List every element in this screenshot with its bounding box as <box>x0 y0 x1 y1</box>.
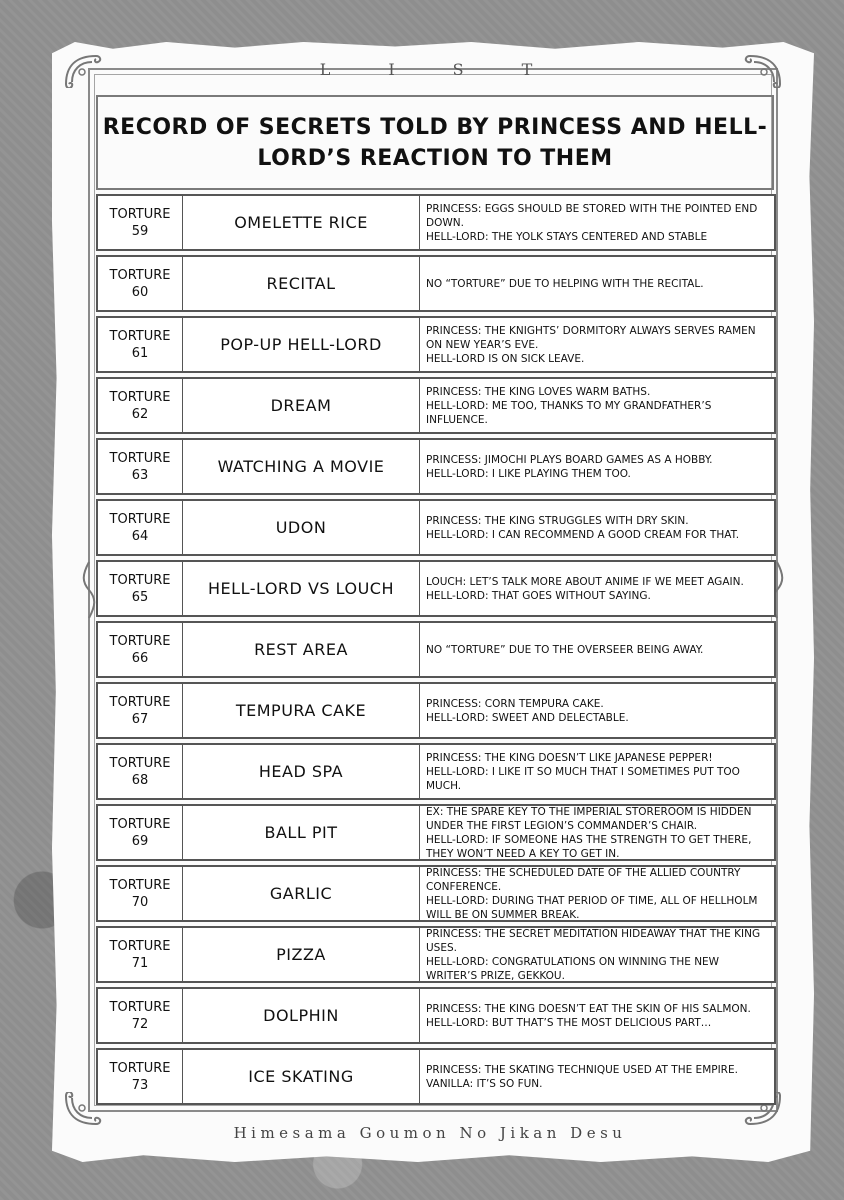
secret-note: PRINCESS: THE KNIGHTS’ DORMITORY ALWAYS SERVES RAMEN ON NEW YEAR’S EVE. HELL-LORD IS ON SICK LEAVE. <box>426 324 756 365</box>
chapter-title: OMELETTE RICE <box>183 196 420 249</box>
table-row <box>96 682 776 739</box>
secret-note: PRINCESS: THE SCHEDULED DATE OF THE ALLIED COUNTRY CONFERENCE. HELL-LORD: DURING THAT PERIOD OF TIME, ALL OF HELLHOLM WILL BE ON SUMMER BREAK. <box>426 866 758 921</box>
page-title-box <box>96 95 774 190</box>
table-row <box>96 194 776 251</box>
episode-cell <box>98 806 183 859</box>
episode-cell <box>98 1050 183 1103</box>
secret-note-cell <box>420 501 774 554</box>
chapter-title: DREAM <box>183 379 420 432</box>
page-title: RECORD OF SECRETS TOLD BY PRINCESS AND HELL-LORD’S REACTION TO THEM <box>102 114 768 171</box>
table-row <box>96 499 776 556</box>
secret-note: PRINCESS: THE SKATING TECHNIQUE USED AT THE EMPIRE. VANILLA: IT’S SO FUN. <box>426 1063 738 1090</box>
episode-cell <box>98 684 183 737</box>
chapter-title: POP-UP HELL-LORD <box>183 318 420 371</box>
chapter-title: ICE SKATING <box>183 1050 420 1103</box>
table-row <box>96 743 776 800</box>
episode-number: 69 <box>131 833 149 849</box>
secret-note: PRINCESS: CORN TEMPURA CAKE. HELL-LORD: SWEET AND DELECTABLE. <box>426 697 629 724</box>
table-row <box>96 865 776 922</box>
chapter-title: HELL-LORD VS LOUCH <box>183 562 420 615</box>
secret-note: PRINCESS: THE SECRET MEDITATION HIDEAWAY THAT THE KING USES. HELL-LORD: CONGRATULATIONS ON WINNING THE NEW WRITER’S PRIZE, GEKKOU. <box>426 927 761 982</box>
secret-note-cell <box>420 684 774 737</box>
episode-cell <box>98 318 183 371</box>
episode-cell <box>98 257 183 310</box>
chapter-title: DOLPHIN <box>183 989 420 1042</box>
secret-note-cell <box>420 623 774 676</box>
episode-label: TORTURE <box>109 267 171 283</box>
episode-number: 71 <box>131 955 149 971</box>
chapter-title: HEAD SPA <box>183 745 420 798</box>
episode-cell <box>98 501 183 554</box>
episode-number: 64 <box>131 528 149 544</box>
chapter-title: WATCHING A MOVIE <box>183 440 420 493</box>
table-row <box>96 621 776 678</box>
series-title: Himesama Goumon No Jikan Desu <box>233 1124 627 1142</box>
table-row <box>96 804 776 861</box>
episode-label: TORTURE <box>109 511 171 527</box>
table-row <box>96 377 776 434</box>
episode-label: TORTURE <box>109 694 171 710</box>
episode-number: 70 <box>131 894 149 910</box>
episode-label: TORTURE <box>109 572 171 588</box>
secret-note-cell <box>420 318 774 371</box>
chapter-title: UDON <box>183 501 420 554</box>
table-row <box>96 1048 776 1105</box>
episode-number: 73 <box>131 1077 149 1093</box>
episode-label: TORTURE <box>109 755 171 771</box>
episode-label: TORTURE <box>109 450 171 466</box>
episode-number: 60 <box>131 284 149 300</box>
secret-note-cell <box>420 562 774 615</box>
table-row <box>96 255 776 312</box>
episode-cell <box>98 562 183 615</box>
chapter-title: BALL PIT <box>183 806 420 859</box>
chapter-title: RECITAL <box>183 257 420 310</box>
secret-note-cell <box>420 928 774 981</box>
episode-cell <box>98 928 183 981</box>
secret-note-cell <box>420 196 774 249</box>
episode-label: TORTURE <box>109 1060 171 1076</box>
episode-label: TORTURE <box>109 938 171 954</box>
secret-note: PRINCESS: JIMOCHI PLAYS BOARD GAMES AS A HOBBY. HELL-LORD: I LIKE PLAYING THEM TOO. <box>426 453 713 480</box>
episode-cell <box>98 745 183 798</box>
chapter-title: TEMPURA CAKE <box>183 684 420 737</box>
secret-note-cell <box>420 806 774 859</box>
secret-note: NO “TORTURE” DUE TO THE OVERSEER BEING AWAY. <box>426 643 704 656</box>
secret-note: PRINCESS: THE KING DOESN’T EAT THE SKIN OF HIS SALMON. HELL-LORD: BUT THAT’S THE MOST DELICIOUS PART… <box>426 1002 751 1029</box>
episode-label: TORTURE <box>109 389 171 405</box>
episode-label: TORTURE <box>109 633 171 649</box>
chapter-title: GARLIC <box>183 867 420 920</box>
table-row <box>96 316 776 373</box>
episode-cell <box>98 379 183 432</box>
episode-label: TORTURE <box>109 999 171 1015</box>
table-row <box>96 438 776 495</box>
secret-note: PRINCESS: THE KING LOVES WARM BATHS. HELL-LORD: ME TOO, THANKS TO MY GRANDFATHER’S INFLUENCE. <box>426 385 712 426</box>
episode-number: 66 <box>131 650 149 666</box>
secret-note: NO “TORTURE” DUE TO HELPING WITH THE RECITAL. <box>426 277 704 290</box>
episode-cell <box>98 989 183 1042</box>
episode-number: 67 <box>131 711 149 727</box>
secret-note: PRINCESS: EGGS SHOULD BE STORED WITH THE POINTED END DOWN. HELL-LORD: THE YOLK STAYS CENTERED AND STABLE <box>426 202 758 243</box>
episode-cell <box>98 867 183 920</box>
table-row <box>96 987 776 1044</box>
secret-note-cell <box>420 745 774 798</box>
episode-label: TORTURE <box>109 328 171 344</box>
secret-note-cell <box>420 867 774 920</box>
episode-number: 61 <box>131 345 149 361</box>
episode-number: 59 <box>131 223 149 239</box>
chapter-title: PIZZA <box>183 928 420 981</box>
episode-number: 65 <box>131 589 149 605</box>
secret-note: PRINCESS: THE KING STRUGGLES WITH DRY SKIN. HELL-LORD: I CAN RECOMMEND A GOOD CREAM FOR THAT. <box>426 514 740 541</box>
episode-label: TORTURE <box>109 877 171 893</box>
records-table <box>96 194 776 1109</box>
episode-label: TORTURE <box>109 206 171 222</box>
episode-cell <box>98 196 183 249</box>
secret-note: EX: THE SPARE KEY TO THE IMPERIAL STOREROOM IS HIDDEN UNDER THE FIRST LEGION’S COMMANDER’S CHAIR. HELL-LORD: IF SOMEONE HAS THE STRENGTH TO GET THERE, THEY WON’T NEED A KEY TO GET IN. <box>426 805 752 860</box>
episode-number: 63 <box>131 467 149 483</box>
secret-note-cell <box>420 379 774 432</box>
table-row <box>96 926 776 983</box>
secret-note-cell <box>420 1050 774 1103</box>
episode-label: TORTURE <box>109 816 171 832</box>
list-label: LIST <box>319 60 591 79</box>
episode-cell <box>98 623 183 676</box>
secret-note-cell <box>420 989 774 1042</box>
secret-note: LOUCH: LET’S TALK MORE ABOUT ANIME IF WE MEET AGAIN. HELL-LORD: THAT GOES WITHOUT SAYING. <box>426 575 744 602</box>
table-row <box>96 560 776 617</box>
side-ornament-icon <box>82 560 96 620</box>
secret-note-cell <box>420 440 774 493</box>
episode-cell <box>98 440 183 493</box>
episode-number: 72 <box>131 1016 149 1032</box>
secret-note-cell <box>420 257 774 310</box>
chapter-title: REST AREA <box>183 623 420 676</box>
secret-note: PRINCESS: THE KING DOESN’T LIKE JAPANESE PEPPER! HELL-LORD: I LIKE IT SO MUCH THAT I SOMETIMES PUT TOO MUCH. <box>426 751 740 792</box>
episode-number: 62 <box>131 406 149 422</box>
episode-number: 68 <box>131 772 149 788</box>
